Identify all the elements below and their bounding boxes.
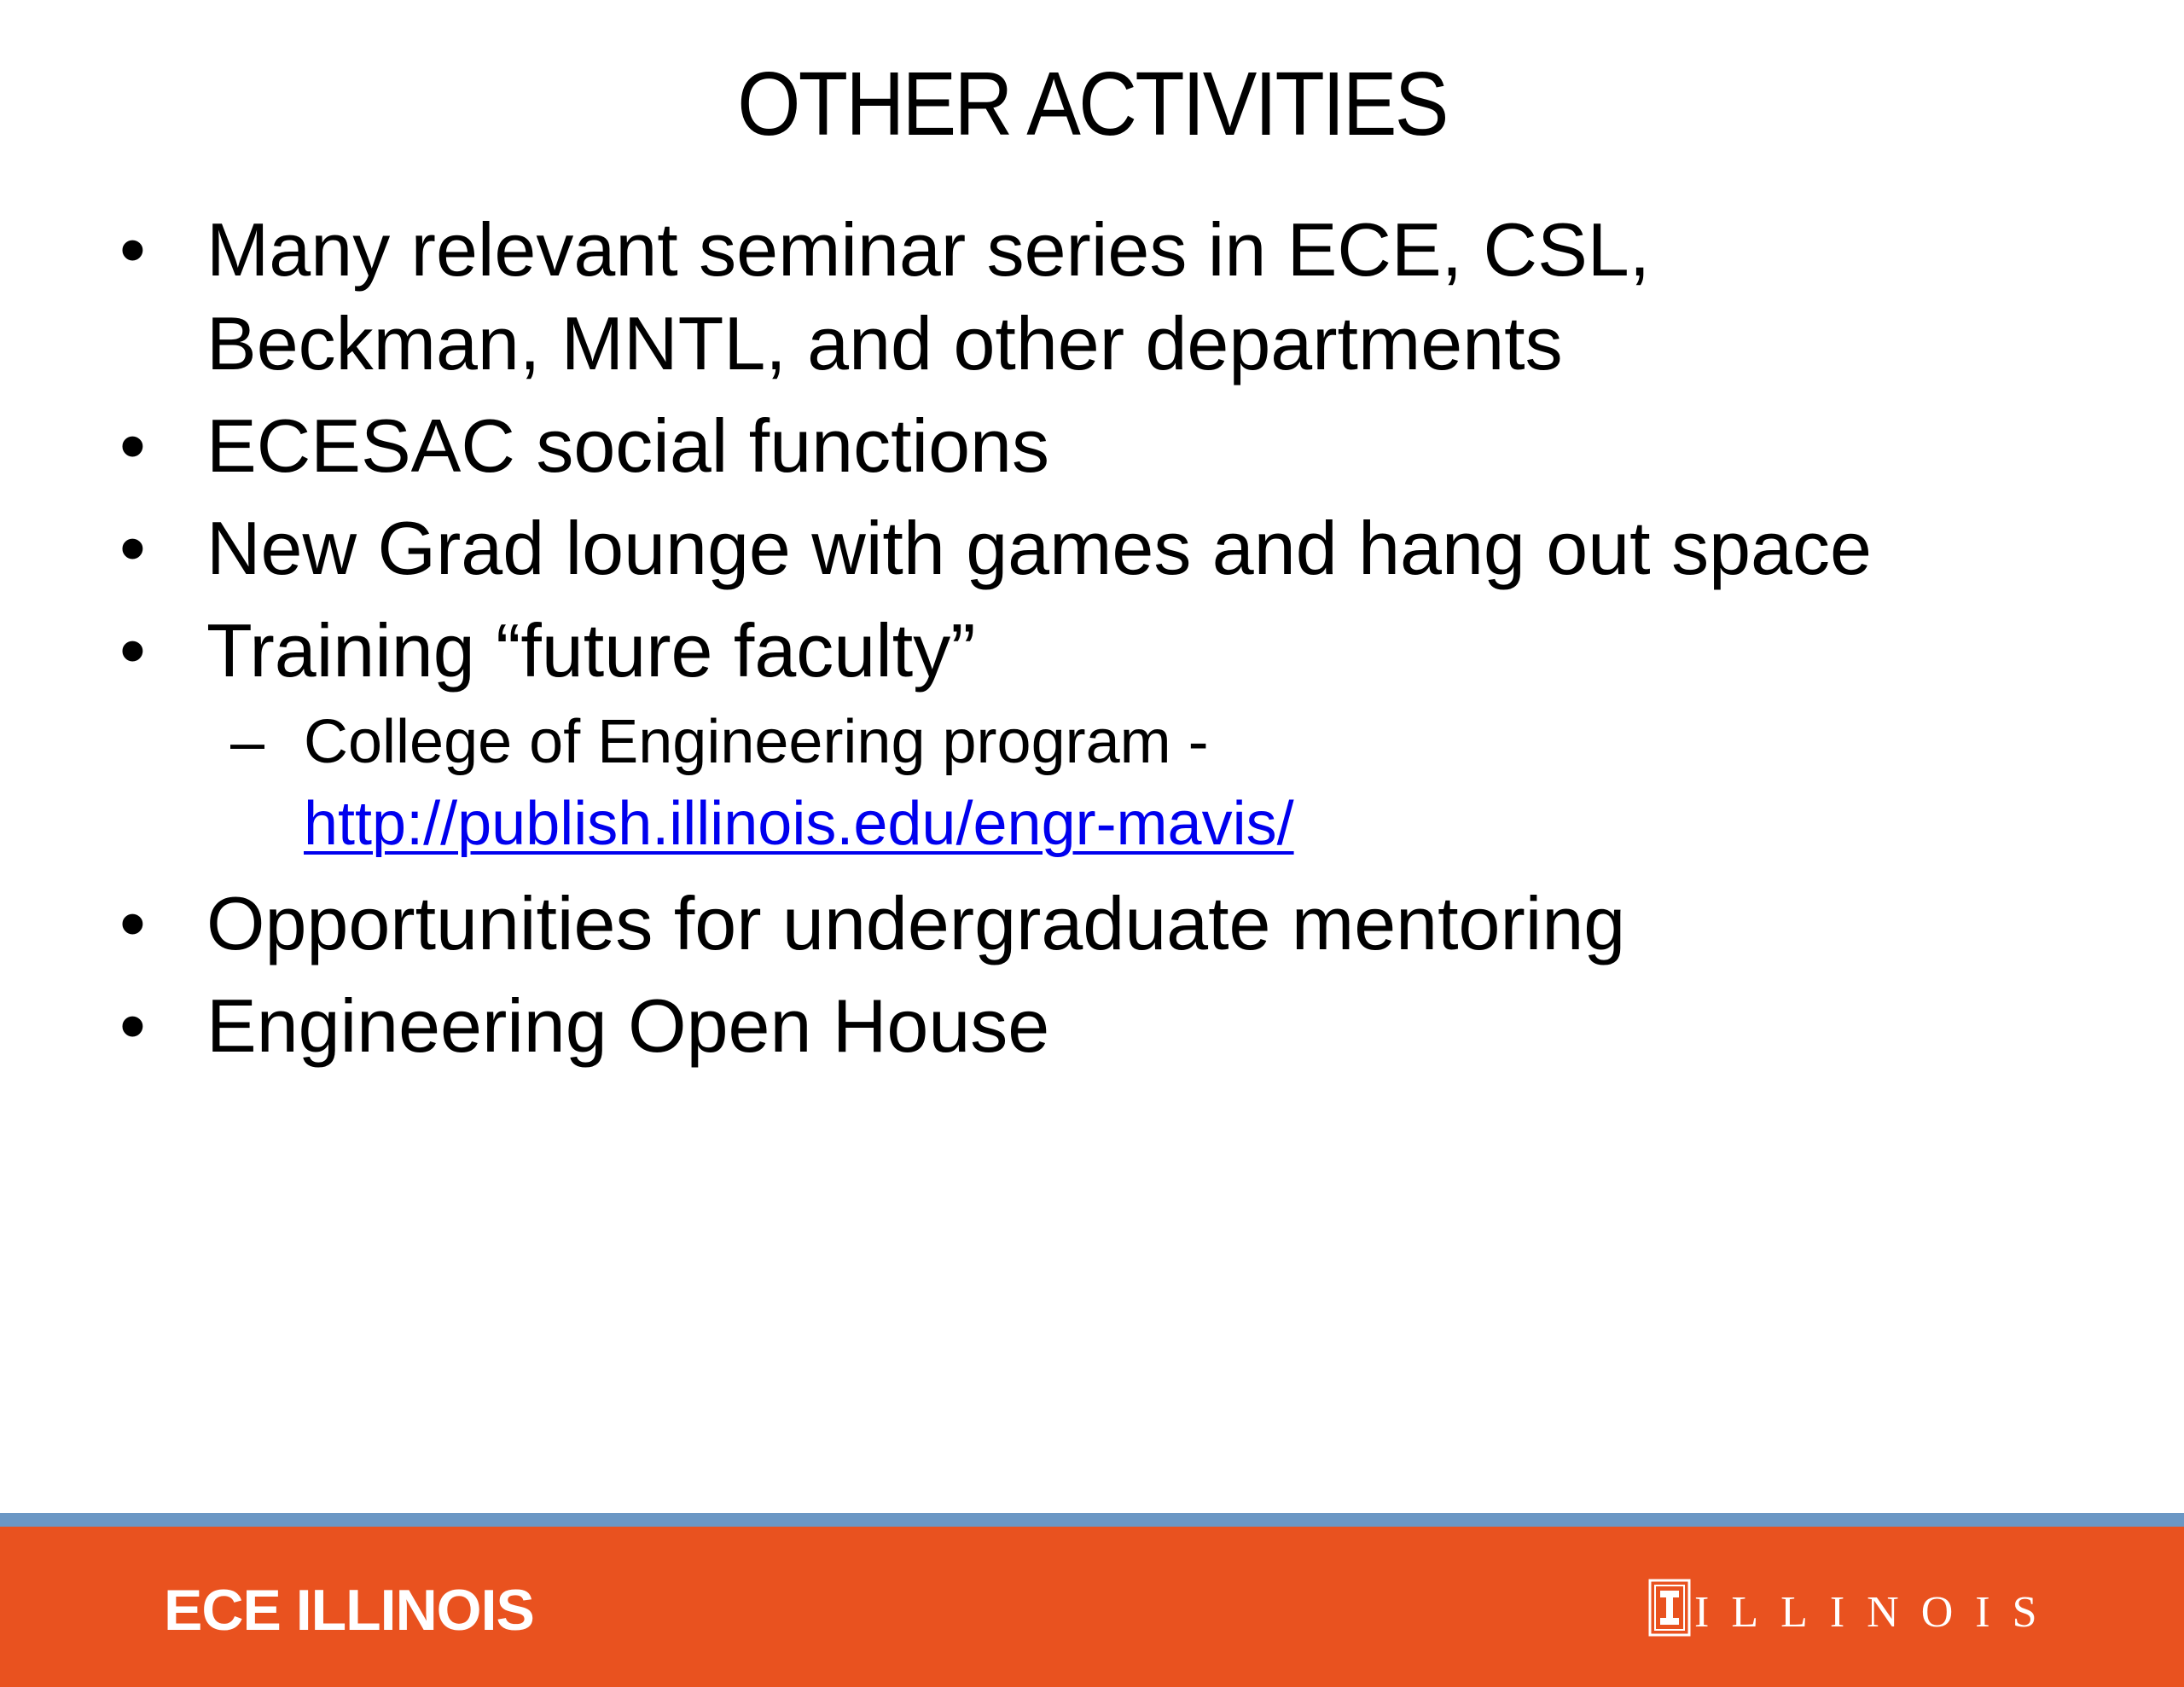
list-item (119, 979, 2099, 1073)
sub-list-item-text: College of Engineering program - (304, 708, 1209, 776)
bullet-list (119, 203, 2099, 1081)
list-item-line: ECESAC social functions (206, 403, 1049, 488)
mavis-program-link[interactable]: http://publish.illinois.edu/engr-mavis/ (304, 790, 1294, 858)
list-item (119, 399, 2099, 493)
sub-bullet-marker: – (230, 708, 265, 776)
bullet-marker: • (119, 506, 146, 590)
list-item-line: Opportunities for undergraduate mentoring (206, 881, 1626, 965)
illinois-logo (1648, 1578, 2059, 1638)
bullet-marker: • (119, 403, 146, 488)
list-item (119, 604, 2099, 698)
footer-stripe (0, 1513, 2184, 1527)
list-item-line: Beckman, MNTL, and other departments (206, 301, 1563, 386)
sub-list-item (119, 701, 2099, 865)
bullet-marker: • (119, 207, 146, 292)
block-i-logo-icon (1648, 1579, 1691, 1637)
slide-title: OTHER ACTIVITIES (737, 54, 1447, 154)
list-item-line: Engineering Open House (206, 983, 1050, 1068)
list-item (119, 501, 2099, 595)
list-item-line: New Grad lounge with games and hang out space (206, 506, 1872, 590)
ece-illinois-label: ECE ILLINOIS (164, 1578, 534, 1643)
bullet-marker: • (119, 881, 146, 965)
bullet-marker: • (119, 608, 146, 693)
bullet-marker: • (119, 983, 146, 1068)
list-item (119, 877, 2099, 971)
list-item (119, 203, 2099, 391)
list-item-line: Many relevant seminar series in ECE, CSL, (206, 207, 1651, 292)
list-item-line: Training “future faculty” (206, 608, 976, 693)
illinois-wordmark: ILLINOIS (1694, 1588, 2059, 1637)
